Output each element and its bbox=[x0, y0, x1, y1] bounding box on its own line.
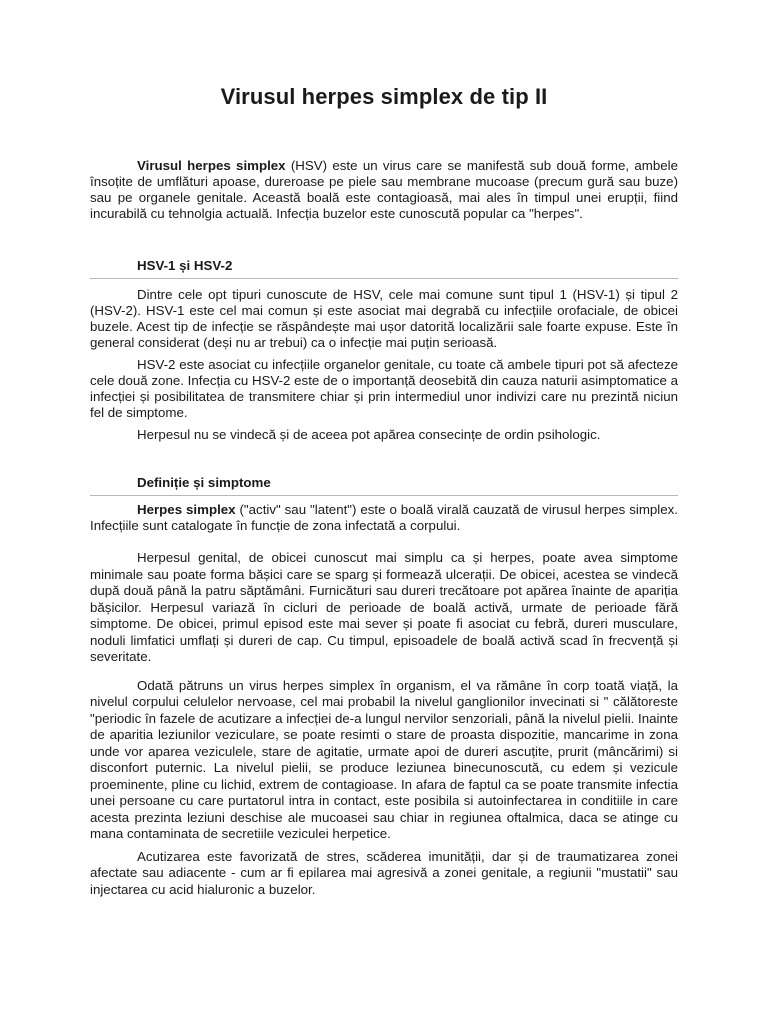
hsv-paragraph-3: Herpesul nu se vindecă și de aceea pot apărea consecințe de ordin psihologic. bbox=[137, 427, 601, 442]
hsv-paragraph-2: HSV-2 este asociat cu infecțiile organelor genitale, cu toate că ambele tipuri pot să afecteze cele două zone. Infecția cu HSV-2 este de o importanță deosebită din cauza naturii asimptomatice a infecției și posibilitatea de transmitere chiar și prin intermediul unor indivizi care nu prezintă niciun fel de simptome. bbox=[90, 357, 678, 420]
definition-paragraph-1 bbox=[90, 502, 678, 534]
section-heading-definition: Definiție și simptome bbox=[90, 475, 678, 496]
hsv-paragraph-1: Dintre cele opt tipuri cunoscute de HSV, cele mai comune sunt tipul 1 (HSV-1) și tipul 2 (HSV-2). HSV-1 este cel mai comun și este asociat mai degrabă cu infecțiile orofaciale, de obicei buzele. Acest tip de infecție se răspândește mai ușor datorită localizării sale foarte expuse. Este în general considerat (deși nu ar trebui) ca o infecție mai puțin serioasă. bbox=[90, 287, 678, 350]
definition-text: ("activ" sau "latent") este o boală virală cauzată de virusul herpes simplex. Infecțiile sunt catalogate în funcție de zona infectată a corpului. bbox=[90, 502, 678, 533]
section-heading-hsv: HSV-1 și HSV-2 bbox=[90, 258, 678, 279]
definition-paragraph-2: Herpesul genital, de obicei cunoscut mai simplu ca și herpes, poate avea simptome minimale sau poate forma bășici care se sparg și formează ulcerații. De obicei, acestea se vindecă după două până la patru săptămâni. Furnicături sau dureri trecătoare pot apărea înainte de apariția bășicilor. Herpesul variază în cicluri de perioade de boală activă, urmate de perioade fără simptome. De obicei, primul episod este mai sever și poate fi asociat cu febră, dureri musculare, noduli limfatici umflați și dureri de cap. Cu timpul, episoadele de boală activă scad în frecvență și severitate. bbox=[90, 550, 678, 664]
intro-text: (HSV) este un virus care se manifestă sub două forme, ambele însoțite de umflături apoase, dureroase pe piele sau membrane mucoase (precum gură sau buze) sau pe organele genitale. Această boală este contagioasă, mai ales în timpul unei erupții, fiind incurabilă cu tehnolgia actuală. Infecția buzelor este cunoscută popular ca "herpes". bbox=[90, 158, 678, 221]
intro-bold-term: Virusul herpes simplex bbox=[137, 158, 286, 173]
page-title: Virusul herpes simplex de tip II bbox=[220, 84, 548, 109]
definition-paragraph-4: Acutizarea este favorizată de stres, scăderea imunității, dar și de traumatizarea zonei afectate sau adiacente - cum ar fi epilarea mai agresivă a zonei genitale, a regiunii "mustatii" sau injectarea cu acid hialuronic a buzelor. bbox=[90, 848, 678, 897]
definition-bold-term: Herpes simplex bbox=[137, 502, 236, 517]
intro-paragraph bbox=[90, 158, 678, 222]
definition-paragraph-3: Odată pătruns un virus herpes simplex în organism, el va rămâne în corp toată viață, la nivelul corpului celulelor nervoase, cel mai probabil la nivelul ganglionilor invecinati si " călătoreste "periodic în fazele de acutizare a infecției de-a lungul nervilor senzoriali, până la nivelul pielii. Inainte de aparitia leziunilor veziculare, se poate resimti o stare de proasta dispozitie, mancarime in zona unde vor aparea veziculele, stare de agitatie, urmate apoi de dureri ascuțite, prurit (mâncărimi) si disconfort puternic. La nivelul pielii, se produce leziunea binecunoscută, cu edem și vezicule proeminente, pline cu lichid, extrem de contagioase. In afara de faptul ca se poate transmite infectia unei persoane cu care purtatorul intra in contact, este posibila si autoinfectarea in conditiile in care acesta prezinta leziuni deschise ale mucoaseі sau chiar in regiunea oftalmica, daca se atinge cu mana contaminata de secretiile veziculei herpetice. bbox=[90, 677, 678, 841]
